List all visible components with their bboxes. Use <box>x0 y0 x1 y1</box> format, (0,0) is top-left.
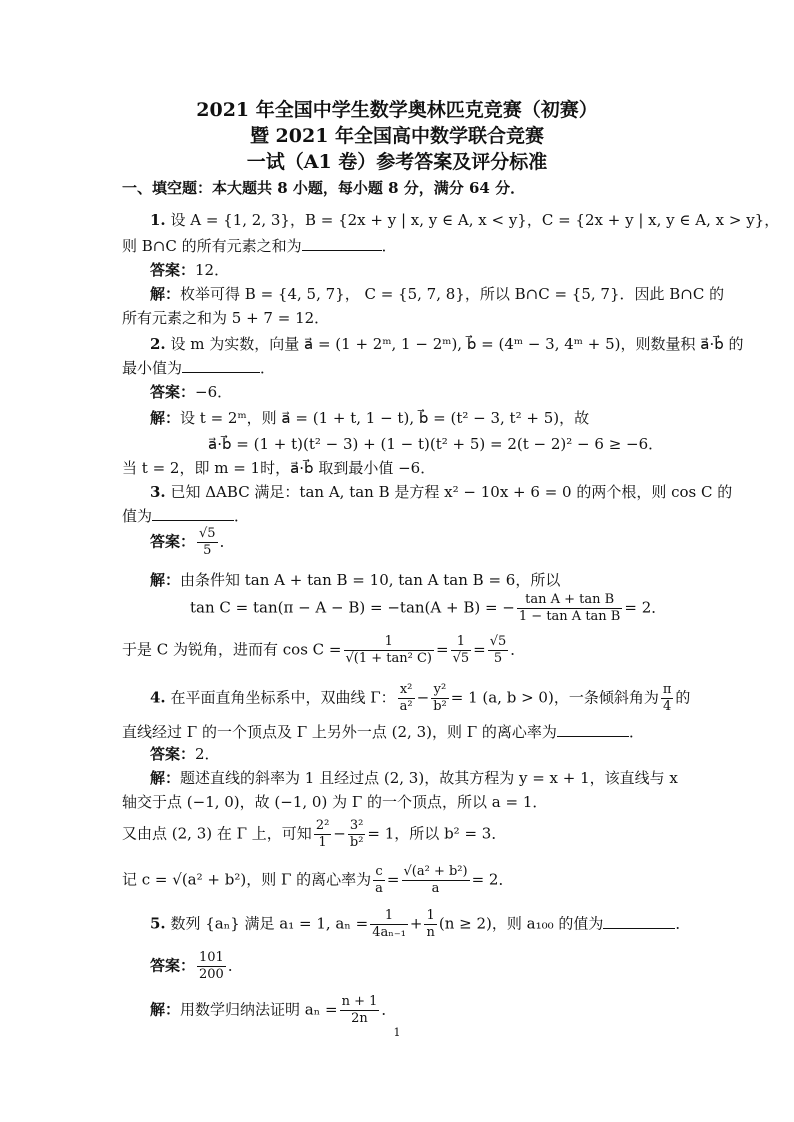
q3-answer: 答案： $\frac{√5}{5}$ ． <box>150 526 235 558</box>
q3-solution-1: 解：由条件知 tan A + tan B = 10, tan A tan B = 6，所以 <box>150 571 561 589</box>
q4-solution-3: 又由点 (2, 3) 在 Γ 上，可知 $\frac{\text{2²}}{1}$ − $\frac{\text{3²}}{\text{b²}}$ = 1，所以 b² = 3． <box>122 818 507 850</box>
q2-answer: 答案：−6． <box>150 383 233 401</box>
q1-number: 1. <box>150 211 166 229</box>
q5-line-1: 5. 数列 {aₙ} 满足 a₁ = 1, aₙ = $\frac{1}{\text{4aₙ₋₁}}$ + $\frac{1}{n}$ (n ≥ 2)，则 a₁₀₀ 的值为 ． <box>150 908 691 940</box>
q2-line-1: 2. 设 m 为实数，向量 a⃗ = (1 + 2ᵐ, 1 − 2ᵐ), b⃗ = (4ᵐ − 3, 4ᵐ + 5)，则数量积 a⃗·b⃗ 的 <box>150 335 744 353</box>
q2-line-2: 最小值为 ． <box>122 359 276 377</box>
q4-solution-1: 解：题述直线的斜率为 1 且经过点 (2, 3)，故其方程为 y = x + 1，该直线与 x <box>150 769 678 787</box>
q3-answer-blank <box>152 520 234 521</box>
q4-answer-blank <box>557 736 629 737</box>
q1-line-1: 1. 设 A = {1, 2, 3}，B = {2x + y | x, y ∈ A, x < y}，C = {2x + y | x, y ∈ A, x > y}， <box>150 211 780 229</box>
q2-solution-2: a⃗·b⃗ = (1 + t)(t² − 3) + (1 − t)(t² + 5) = 2(t − 2)² − 6 ≥ −6． <box>208 435 664 453</box>
q4-line-2: 直线经过 Γ 的一个顶点及 Γ 上另外一点 (2, 3)，则 Γ 的离心率为 ． <box>122 723 644 741</box>
q5-answer-blank <box>603 928 675 929</box>
q2-number: 2. <box>150 335 166 353</box>
q4-solution-4: 记 c = √(a² + b²)，则 Γ 的离心率为 $\frac{c}{a}$ = $\frac{\text{√(a² + b²)}}{a}$ = 2． <box>122 864 514 896</box>
q3-line-2: 值为 ． <box>122 507 250 525</box>
q3-number: 3. <box>150 483 166 501</box>
title-line-2: 暨 2021 年全国高中数学联合竞赛 <box>249 125 545 147</box>
q4-line-1: 4. 在平面直角坐标系中，双曲线 Γ： $\frac{\text{x²}}{\text{a²}}$ − $\frac{\text{y²}}{\text{b²}}$ = 1 (a, b > 0)，一条倾斜角为 $\frac{\pi}{4}$ 的 <box>150 682 691 714</box>
q2-solution-3: 当 t = 2，即 m = 1时，a⃗·b⃗ 取到最小值 −6． <box>122 459 436 477</box>
q4-answer: 答案：2． <box>150 745 220 763</box>
title-line-1: 2021 年全国中学生数学奥林匹克竞赛（初赛） <box>196 99 598 121</box>
q1-answer: 答案：12． <box>150 261 230 279</box>
q1-line-2: 则 B∩C 的所有元素之和为 ． <box>122 237 397 255</box>
q3-line-1: 3. 已知 ΔABC 满足：tan A, tan B 是方程 x² − 10x + 6 = 0 的两个根，则 cos C 的 <box>150 483 733 501</box>
q4-solution-2: 轴交于点 (−1, 0)，故 (−1, 0) 为 Γ 的一个顶点，所以 a = 1． <box>122 793 548 811</box>
q3-solution-2: tan C = tan(π − A − B) = −tan(A + B) = − $\frac{\text{tan A + tan B}}{\text{1 − tan A tan B}}$ = 2． <box>190 592 667 624</box>
q3-answer-fraction: $\frac{√5}{5}$ <box>199 526 216 558</box>
q5-number: 5. <box>150 914 166 933</box>
q1-solution-2: 所有元素之和为 5 + 7 = 12． <box>122 309 330 327</box>
q5-solution: 解：用数学归纳法证明 aₙ = $\frac{n + 1}{2n}$ ． <box>150 994 397 1026</box>
q3-solution-3: 于是 C 为锐角，进而有 cos C = $\frac{1}{\text{√(1 + tan² C)}}$ = $\frac{1}{√5}$ = $\frac{√5}{5}$ ． <box>122 634 526 666</box>
q4-number: 4. <box>150 688 166 707</box>
q1-solution-1: 解：枚举可得 B = {4, 5, 7}， C = {5, 7, 8}，所以 B∩C = {5, 7}．因此 B∩C 的 <box>150 285 725 303</box>
page-number: 1 <box>393 1026 401 1039</box>
q5-answer-fraction: $\frac{101}{200}$ <box>199 950 224 982</box>
title-line-3: 一试（A1 卷）参考答案及评分标准 <box>246 151 548 173</box>
section-heading: 一、填空题：本大题共 8 小题，每小题 8 分，满分 64 分． <box>122 179 526 197</box>
q2-solution-1: 解：设 t = 2ᵐ，则 a⃗ = (1 + t, 1 − t), b⃗ = (t² − 3, t² + 5)，故 <box>150 409 590 427</box>
q1-answer-blank <box>302 250 382 251</box>
q2-answer-blank <box>182 372 260 373</box>
q5-answer: 答案： $\frac{101}{200}$ ． <box>150 950 243 982</box>
